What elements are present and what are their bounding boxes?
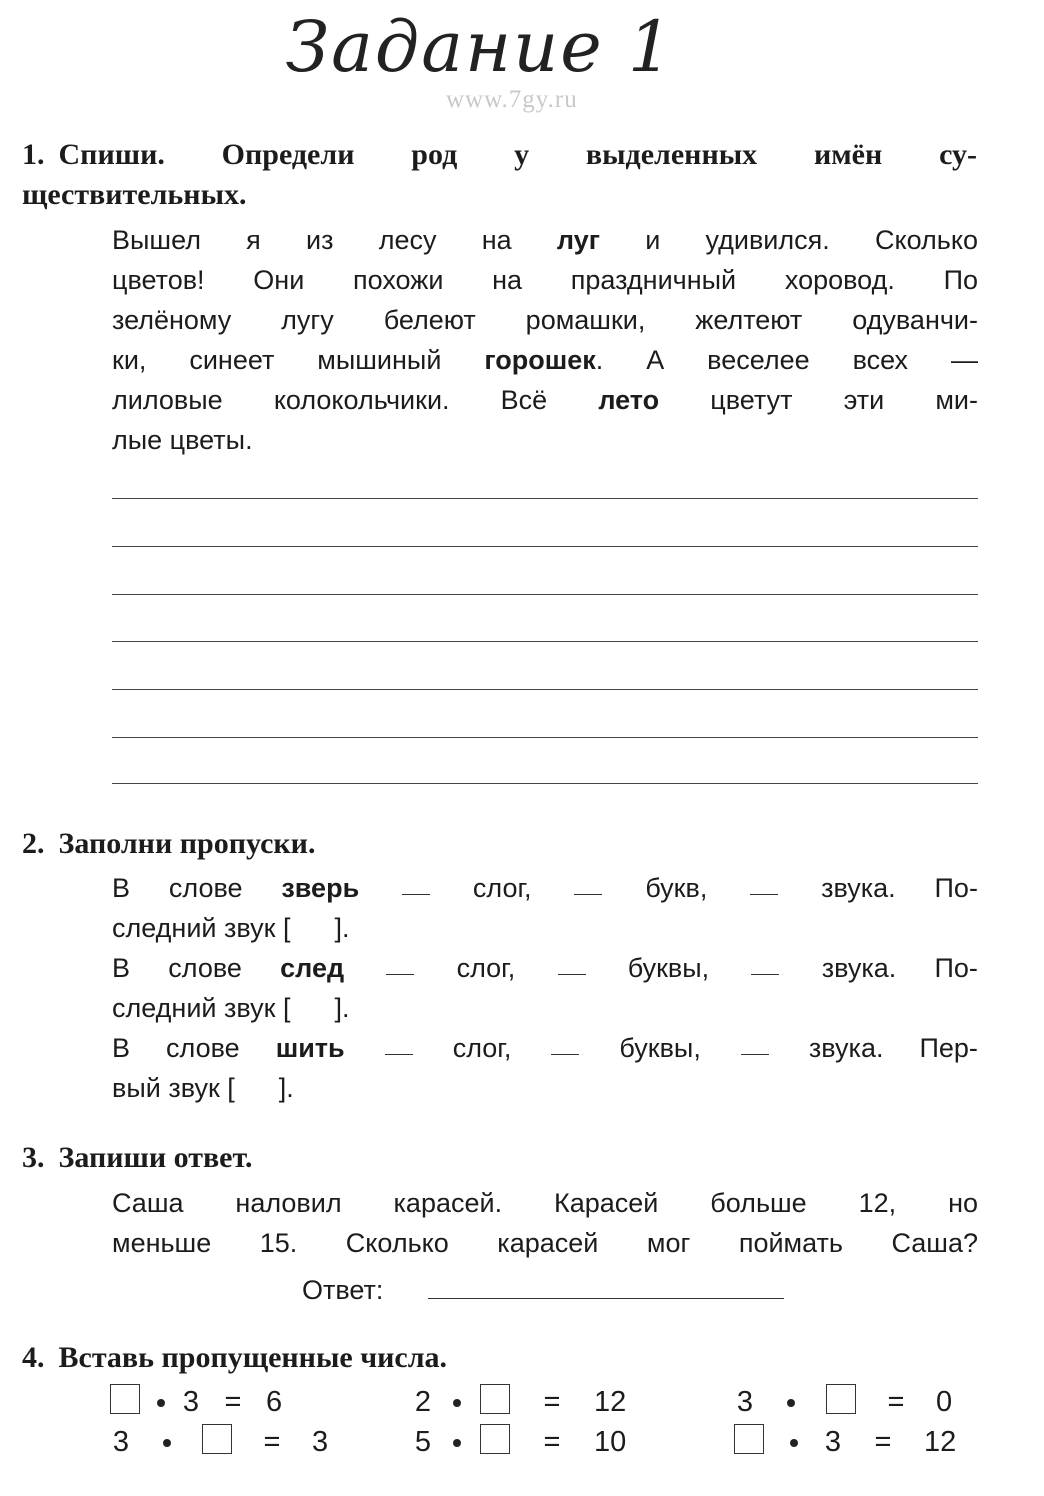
text-run: буквы, [619, 1033, 701, 1063]
text-run: Вышел я из лесу на [112, 225, 557, 255]
blank-field[interactable] [385, 1044, 413, 1055]
task2-instruction: Заполни пропуски. [58, 827, 316, 860]
result: 3 [312, 1426, 329, 1458]
text-run: вый звук [ [112, 1073, 235, 1103]
operand: 3 [112, 1426, 130, 1458]
highlighted-word: шить [275, 1033, 345, 1063]
multiply-dot [453, 1439, 461, 1447]
answer-box[interactable] [480, 1424, 510, 1454]
task1-instruction: Спиши. Определи род у выделенных имён су- [58, 138, 977, 171]
task1-line-5 [112, 380, 978, 420]
blank-field[interactable] [741, 1044, 769, 1055]
task2-row-3-tail [112, 1068, 978, 1108]
text-run: следний звук [ [112, 913, 291, 943]
equals-sign: = [543, 1426, 561, 1458]
task1-number: 1. [22, 138, 45, 171]
text-run: . А веселее всех — [595, 345, 978, 375]
answer-box[interactable] [480, 1384, 510, 1414]
equation-6 [734, 1422, 956, 1462]
result: 10 [594, 1426, 627, 1458]
multiply-dot [787, 1399, 795, 1407]
text-run: следний звук [ [112, 993, 291, 1023]
text-run: слог, [472, 873, 532, 903]
blank-field[interactable] [558, 964, 586, 975]
writing-line[interactable] [112, 737, 978, 738]
text-run: звука. По- [821, 873, 978, 903]
blank-field[interactable] [751, 964, 779, 975]
answer-box[interactable] [826, 1384, 856, 1414]
text-run: ки, синеет мышиный [112, 345, 485, 375]
task1-text [112, 220, 978, 460]
highlighted-noun: лето [598, 385, 660, 415]
operand: 3 [736, 1386, 754, 1418]
task2-row-2-tail [112, 988, 978, 1028]
blank-field[interactable] [750, 884, 778, 895]
task1-line-1 [112, 220, 978, 260]
task1-line-3 [112, 300, 978, 340]
task1-instruction-cont: ществительных. [22, 178, 247, 211]
equation-4 [110, 1422, 328, 1462]
task2-heading [22, 824, 977, 864]
multiply-dot [157, 1399, 165, 1407]
task1-line-6 [112, 420, 978, 460]
equation-5 [412, 1422, 626, 1462]
equals-sign: = [887, 1386, 905, 1418]
equation-3 [734, 1382, 952, 1422]
text-run: лые цветы. [112, 425, 253, 455]
multiply-dot [453, 1399, 461, 1407]
blank-field[interactable] [386, 964, 414, 975]
text-run: зелёному лугу белеют ромашки, желтеют одуванчи- [112, 305, 978, 335]
task2-row-1 [112, 868, 978, 908]
task4-number: 4. [22, 1341, 45, 1374]
writing-line[interactable] [112, 546, 978, 547]
result: 0 [936, 1386, 953, 1418]
text-run: звука. По- [821, 953, 978, 983]
task2-row-1-tail [112, 908, 978, 948]
writing-line[interactable] [112, 594, 978, 595]
highlighted-word: зверь [281, 873, 360, 903]
text-run: В слове [112, 1033, 276, 1063]
text-run: звука. Пер- [808, 1033, 978, 1063]
task2-row-3 [112, 1028, 978, 1068]
answer-box[interactable] [202, 1424, 232, 1454]
task3-instruction: Запиши ответ. [58, 1141, 253, 1174]
multiply-dot [790, 1439, 798, 1447]
answer-label: Ответ: [302, 1275, 384, 1305]
text-run: В слове [112, 953, 281, 983]
answer-box[interactable] [734, 1424, 764, 1454]
highlighted-word: след [280, 953, 345, 983]
text-run: слог, [452, 1033, 512, 1063]
task3-heading [22, 1138, 977, 1178]
highlighted-noun: горошек [484, 345, 596, 375]
answer-input-line[interactable] [428, 1298, 784, 1299]
task1-line-4 [112, 340, 978, 380]
writing-line[interactable] [112, 783, 978, 784]
result: 6 [266, 1386, 283, 1418]
operand: 3 [182, 1386, 200, 1418]
operand: 2 [414, 1386, 432, 1418]
result: 12 [594, 1386, 627, 1418]
equals-sign: = [263, 1426, 281, 1458]
text-run: и удивился. Сколько [599, 225, 978, 255]
task3-line-2: меньше 15. Сколько карасей мог поймать Саша? [112, 1228, 978, 1258]
task3-line-1: Саша наловил карасей. Карасей больше 12, но [112, 1188, 978, 1218]
page-title: Задание 1 [285, 6, 675, 88]
text-run: лиловые колокольчики. Всё [112, 385, 599, 415]
text-run: букв, [645, 873, 708, 903]
operand: 5 [414, 1426, 432, 1458]
task3-text [112, 1183, 978, 1263]
text-run: слог, [456, 953, 516, 983]
text-run: цветов! Они похожи на праздничный хоровод. По [112, 265, 978, 295]
text-run: ]. [278, 1073, 294, 1103]
equals-sign: = [543, 1386, 561, 1418]
text-run: В слове [112, 873, 282, 903]
task3-number: 3. [22, 1141, 45, 1174]
text-run: ]. [334, 993, 350, 1023]
writing-line[interactable] [112, 498, 978, 499]
highlighted-noun: луг [556, 225, 600, 255]
multiply-dot [163, 1439, 171, 1447]
task1-line-2 [112, 260, 978, 300]
task1-heading [22, 135, 977, 215]
result: 12 [924, 1426, 957, 1458]
operand: 3 [824, 1426, 842, 1458]
equals-sign: = [224, 1386, 242, 1418]
text-run: ]. [334, 913, 350, 943]
answer-box[interactable] [110, 1384, 140, 1414]
text-run: буквы, [627, 953, 710, 983]
task4-heading [22, 1338, 977, 1378]
task2-text [112, 868, 978, 1108]
equation-2 [412, 1382, 626, 1422]
blank-field[interactable] [551, 1044, 579, 1055]
task2-number: 2. [22, 827, 45, 860]
text-run: цветут эти ми- [659, 385, 978, 415]
writing-line[interactable] [112, 641, 978, 642]
watermark: www.7gy.ru [446, 86, 578, 113]
task1-instruction-row [22, 135, 977, 175]
equation-1 [110, 1382, 282, 1422]
blank-field[interactable] [402, 884, 430, 895]
blank-field[interactable] [574, 884, 602, 895]
writing-line[interactable] [112, 689, 978, 690]
task2-row-2 [112, 948, 978, 988]
task4-instruction: Вставь пропущенные числа. [58, 1341, 448, 1374]
equals-sign: = [874, 1426, 892, 1458]
